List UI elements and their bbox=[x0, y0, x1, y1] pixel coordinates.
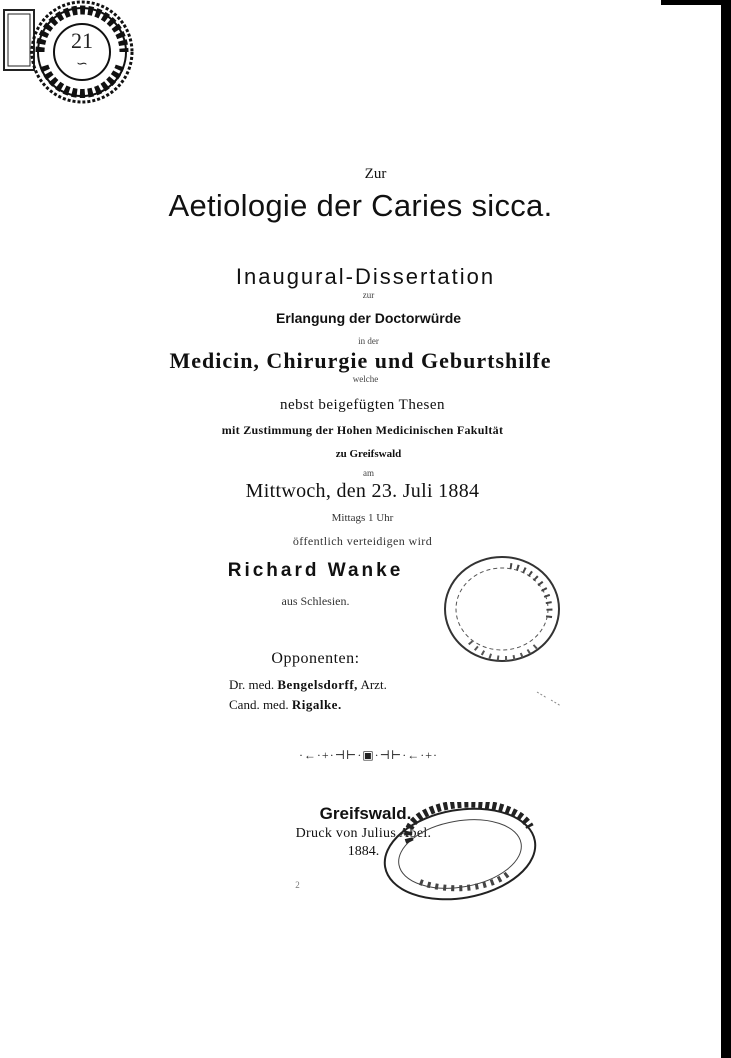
connector-welche: welche bbox=[352, 374, 379, 384]
connector-am: am bbox=[363, 468, 374, 478]
connector-zur: zur bbox=[362, 290, 375, 300]
author-origin: aus Schlesien. bbox=[281, 594, 350, 608]
faculty-line: Medicin, Chirurgie und Geburtshilfe bbox=[169, 348, 552, 373]
page-edge-shadow bbox=[721, 0, 731, 1058]
page-edge-shadow-top bbox=[661, 0, 731, 5]
connector-in-der: in der bbox=[358, 336, 379, 346]
svg-text:∽: ∽ bbox=[76, 57, 88, 72]
theses-line: nebst beigefügten Thesen bbox=[279, 397, 445, 413]
dissertation-type: Inaugural-Dissertation bbox=[235, 264, 496, 289]
degree-line: Erlangung der Doctorwürde bbox=[275, 310, 462, 326]
author-name: Richard Wanke bbox=[227, 560, 404, 581]
approval-line: mit Zustimmung der Hohen Medicinischen Fakultät bbox=[221, 423, 504, 437]
imprint-printer: Druck von Julius Abel. bbox=[295, 826, 432, 841]
imprint-year: 1884. bbox=[347, 844, 380, 859]
library-stamp-icon bbox=[0, 0, 140, 110]
opponent-name: Rigalke. bbox=[291, 697, 342, 712]
opponent-prefix: Cand. med. bbox=[229, 697, 289, 712]
opponent-item bbox=[229, 697, 342, 713]
stamp-number: 21 bbox=[71, 28, 93, 53]
stray-mark bbox=[535, 688, 565, 708]
title-prefix: Zur bbox=[364, 166, 387, 182]
opponent-suffix: Arzt. bbox=[360, 677, 387, 692]
defense-time: Mittags 1 Uhr bbox=[331, 512, 394, 524]
opponents-heading: Opponenten: bbox=[271, 650, 360, 667]
defense-note: öffentlich verteidigen wird bbox=[292, 534, 433, 548]
opponent-item bbox=[229, 677, 387, 693]
imprint-place: Greifswald. bbox=[319, 804, 412, 823]
dissertation-title: Aetiologie der Caries sicca. bbox=[168, 188, 553, 223]
opponent-name: Bengelsdorff, bbox=[277, 677, 358, 692]
defense-date: Mittwoch, den 23. Juli 1884 bbox=[245, 480, 480, 502]
ornament-divider: ·←·+·⊣⊢·▣·⊣⊢·←·+· bbox=[298, 748, 439, 762]
opponent-prefix: Dr. med. bbox=[229, 677, 275, 692]
page-mark: 2 bbox=[295, 880, 300, 890]
university-line: zu Greifswald bbox=[335, 448, 402, 460]
